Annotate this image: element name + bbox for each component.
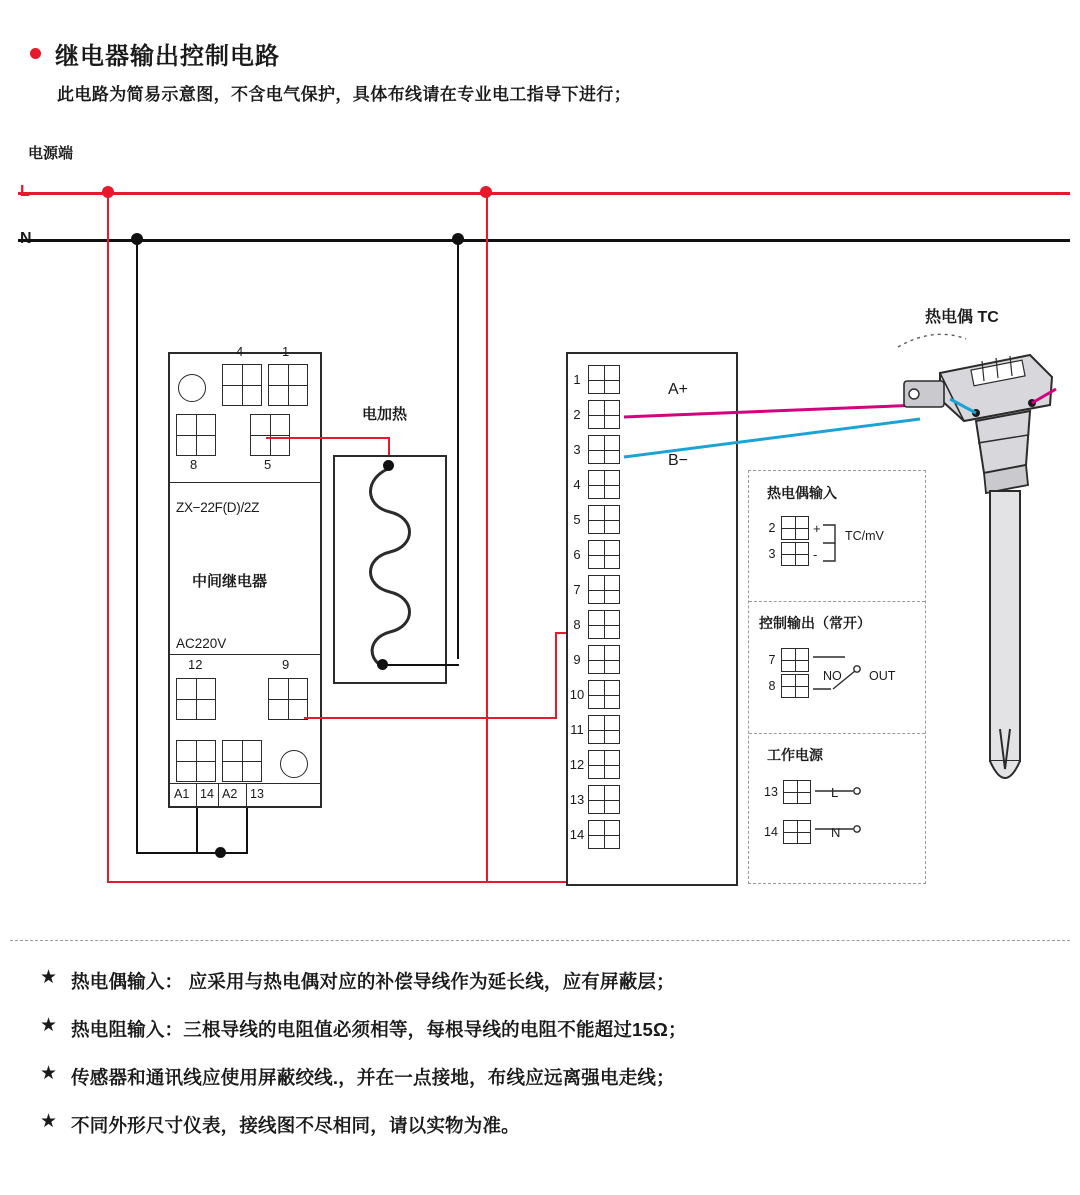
legend-terminal-number: 7 [768,653,776,667]
terminal-row [566,642,628,677]
notes-list [40,968,1050,1160]
relay-terminal-9 [268,678,308,720]
note-text: 热电阻输入：三根导线的电阻值必须相等，每根导线的电阻不能超过15Ω； [71,1019,687,1040]
list-item [40,968,1050,994]
terminal-number: 11 [570,722,584,737]
label-a-plus: A+ [668,381,689,398]
legend-power-terminal-icon [813,779,875,841]
list-item [40,1112,1050,1138]
legend-row [763,647,809,673]
wire-relay9-meter8 [304,717,557,719]
legend-polarity: + [813,520,821,536]
thermocouple-icon [880,325,1070,835]
thermocouple-label: 热电偶 TC [925,309,999,326]
relay-terminal-1 [268,364,308,406]
terminal-number: 2 [573,407,581,422]
wire-n-drop-mid [457,239,459,659]
terminal-screw[interactable] [588,470,620,499]
legend-terminal-number: 14 [764,825,778,839]
relay-voltage-label: AC220V [176,636,227,651]
legend-row [763,541,821,567]
note-text: 传感器和通讯线应使用屏蔽绞线.，并在一点接地，布线应远离强电走线； [71,1067,675,1088]
legend-tc-bracket-icon [821,515,845,571]
legend-terminal-number: 3 [768,547,776,561]
terminal-row [566,747,628,782]
terminal-row [566,362,628,397]
note-text: 不同外形尺寸仪表，接线图不尽相同，请以实物为准。 [71,1115,520,1136]
terminal-screw [781,542,809,566]
relay-number-1: 1 [282,344,290,359]
legend-terminal-number: 13 [764,785,778,799]
wire-relay9-riser [555,632,557,719]
terminal-screw[interactable] [588,365,620,394]
star-icon: ★ [40,1015,58,1036]
relay-divider [170,654,320,655]
power-source-label: 电源端 [28,145,74,162]
terminal-row [566,537,628,572]
wire-relay5-heater [266,437,390,439]
terminal-row [566,607,628,642]
wire-l-rail [18,192,1070,195]
relay-number-5: 5 [264,457,272,472]
relay-divider [170,482,320,483]
terminal-screw[interactable] [588,680,620,709]
star-icon: ★ [40,967,58,988]
list-item [40,1064,1050,1090]
heater-terminal-dot [383,460,394,471]
relay-pin-14: 14 [200,787,214,801]
relay-pin-sep [218,783,219,806]
legend-row [763,673,809,699]
legend-terminal-number: 8 [768,679,776,693]
legend-no-contact-icon [811,647,873,701]
terminal-row [566,677,628,712]
star-icon: ★ [40,1111,58,1132]
terminal-screw[interactable] [588,645,620,674]
legend-title-control-output: 控制输出（常开） [759,615,871,631]
legend-contact-no: NO [823,669,842,683]
terminal-screw [781,674,809,698]
bullet-icon [30,48,41,59]
relay-number-9: 9 [282,657,290,672]
star-icon: ★ [40,1063,58,1084]
meter-terminal-strip [566,362,628,852]
subtitle-label: 此电路为简易示意图，不含电气保护，具体布线请在专业电工指导下进行； [57,85,632,104]
terminal-screw[interactable] [588,610,620,639]
relay-pin-sep [246,783,247,806]
wire-heater-n [383,664,459,666]
title-label: 继电器输出控制电路 [55,43,280,70]
list-item [40,1016,1050,1042]
terminal-screw [781,648,809,672]
wire-n-drop-left [136,239,138,853]
wire-l-drop-mid [486,192,488,882]
terminal-screw [783,820,811,844]
relay-terminal-8 [176,414,216,456]
line-l-label: L [20,183,30,200]
terminal-screw [783,780,811,804]
terminal-screw[interactable] [588,785,620,814]
relay-indicator-ring [178,374,206,402]
label-b-minus: B− [668,452,689,469]
relay-pin-13: 13 [250,787,264,801]
relay-terminal-4 [222,364,262,406]
relay-number-4: 4 [236,344,244,359]
heater-label: 电加热 [362,406,408,423]
heater-coil-icon [360,462,420,677]
legend-line-label: L [831,784,839,800]
wire-l-drop-left [107,192,109,882]
terminal-number: 5 [573,512,581,527]
terminal-number: 3 [573,442,581,457]
terminal-screw[interactable] [588,715,620,744]
page-title [30,36,280,71]
relay-number-12: 12 [188,657,203,672]
relay-model-label: ZX−22F(D)/2Z [176,500,260,515]
terminal-row [566,397,628,432]
terminal-row [566,502,628,537]
terminal-row [566,712,628,747]
legend-polarity: - [813,546,818,562]
relay-number-8: 8 [190,457,198,472]
legend-pair-tc [763,515,821,567]
terminal-number: 12 [569,757,585,772]
relay-terminal-5 [250,414,290,456]
terminal-screw[interactable] [588,505,620,534]
terminal-screw[interactable] [588,400,620,429]
terminal-number: 1 [573,372,581,387]
terminal-number: 9 [573,652,581,667]
footer-divider [10,940,1070,941]
terminal-screw[interactable] [588,575,620,604]
terminal-screw[interactable] [588,435,620,464]
terminal-screw[interactable] [588,750,620,779]
note-text: 热电偶输入： 应采用与热电偶对应的补偿导线作为延长线，应有屏蔽层； [71,971,675,992]
terminal-number: 6 [573,547,581,562]
relay-pin-sep [196,783,197,806]
relay-pin-a1: A1 [174,787,190,801]
relay-terminal-12 [176,678,216,720]
wire-n-rail [18,239,1070,242]
terminal-row [566,467,628,502]
legend-terminal-number: 2 [768,521,776,535]
terminal-row [566,817,628,852]
wire-bottom-black [136,852,248,854]
terminal-number: 13 [569,792,585,807]
relay-terminal-a1-14 [176,740,216,782]
legend-note-tc: TC/mV [845,529,884,543]
relay-pin-a2: A2 [222,787,238,801]
terminal-number: 14 [569,827,585,842]
terminal-row [566,432,628,467]
terminal-number: 7 [573,582,581,597]
terminal-row [566,572,628,607]
relay-indicator-ring [280,750,308,778]
relay-divider [170,783,320,784]
terminal-screw [781,516,809,540]
legend-line-label: N [831,824,841,840]
legend-title-tc-input: 热电偶输入 [767,485,837,501]
line-n-label: N [20,230,32,247]
relay-terminal-a2-13 [222,740,262,782]
legend-pair-out [763,647,809,699]
terminal-number: 10 [569,687,585,702]
terminal-screw[interactable] [588,540,620,569]
legend-title-power: 工作电源 [767,747,823,763]
terminal-number: 8 [573,617,581,632]
relay-name-label: 中间继电器 [192,573,268,590]
terminal-number: 4 [573,477,581,492]
junction-dot [215,847,226,858]
terminal-screw[interactable] [588,820,620,849]
terminal-row [566,782,628,817]
legend-note-out: OUT [869,669,896,683]
legend-row [763,515,821,541]
